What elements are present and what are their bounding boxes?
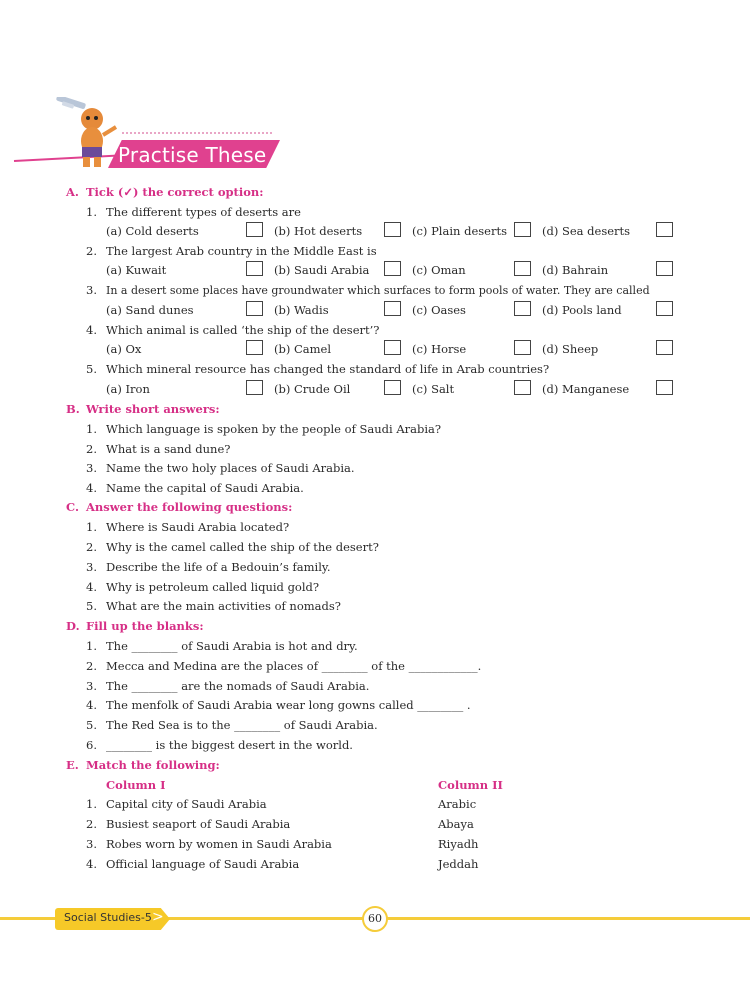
item-text: Where is Saudi Arabia located? — [106, 520, 290, 534]
section-letter: B. — [66, 402, 80, 416]
item-number: 3. — [86, 461, 97, 475]
row-number: 2. — [86, 817, 97, 831]
section-letter: E. — [66, 758, 79, 772]
question-text: The different types of deserts are — [106, 205, 301, 219]
option-a4-b: (b) Camel — [274, 342, 332, 356]
question-a5 — [86, 362, 549, 376]
option-a1-a: (a) Cold deserts — [106, 224, 199, 238]
checkbox-a3-a[interactable] — [246, 301, 263, 316]
option-a4-a: (a) Ox — [106, 342, 142, 356]
checkbox-a2-a[interactable] — [246, 261, 263, 276]
item-number: 2. — [86, 540, 97, 554]
item-text: Which language is spoken by the people of Saudi Arabia? — [106, 422, 442, 436]
match-right: Riyadh — [438, 837, 479, 851]
checkbox-a2-c[interactable] — [514, 261, 531, 276]
checkbox-a2-b[interactable] — [384, 261, 401, 276]
match-left: Robes worn by women in Saudi Arabia — [106, 837, 332, 851]
item-number: 2. — [86, 442, 97, 456]
match-left: Capital city of Saudi Arabia — [106, 797, 267, 811]
question-text: In a desert some places have groundwater which surfaces to form pools of water. They are called — [106, 284, 650, 297]
item-text: Name the two holy places of Saudi Arabia. — [106, 461, 355, 475]
option-a3-d: (d) Pools land — [542, 303, 622, 317]
item-number: 3. — [86, 679, 97, 693]
section-b-heading — [66, 402, 220, 416]
checkbox-a1-c[interactable] — [514, 222, 531, 237]
row-number: 4. — [86, 857, 97, 871]
question-number: 4. — [86, 323, 97, 337]
match-row — [86, 837, 332, 851]
match-right: Abaya — [438, 817, 474, 831]
option-a2-b: (b) Saudi Arabia — [274, 263, 370, 277]
list-item — [86, 639, 358, 653]
item-text: What are the main activities of nomads? — [106, 599, 341, 613]
list-item — [86, 481, 304, 495]
option-a5-b: (b) Crude Oil — [274, 382, 351, 396]
item-number: 4. — [86, 698, 97, 712]
list-item — [86, 580, 319, 594]
checkbox-a4-a[interactable] — [246, 340, 263, 355]
checkbox-a2-d[interactable] — [656, 261, 673, 276]
list-item — [86, 422, 441, 436]
list-item — [86, 698, 471, 712]
item-text: The menfolk of Saudi Arabia wear long gowns called ________ . — [106, 698, 471, 712]
option-a3-c: (c) Oases — [412, 303, 466, 317]
list-item — [86, 520, 289, 534]
item-text: Why is the camel called the ship of the desert? — [106, 540, 379, 554]
column-i-header: Column I — [106, 778, 166, 792]
option-a5-a: (a) Iron — [106, 382, 150, 396]
option-a2-a: (a) Kuwait — [106, 263, 167, 277]
question-text: Which animal is called ‘the ship of the desert’? — [106, 323, 380, 337]
checkbox-a1-a[interactable] — [246, 222, 263, 237]
item-number: 3. — [86, 560, 97, 574]
section-title: Write short answers: — [86, 402, 220, 416]
match-right: Jeddah — [438, 857, 479, 871]
option-a5-c: (c) Salt — [412, 382, 455, 396]
chevron-right-icon: > — [152, 909, 164, 925]
match-row — [86, 797, 267, 811]
list-item — [86, 659, 481, 673]
option-a1-d: (d) Sea deserts — [542, 224, 631, 238]
item-text: The ________ of Saudi Arabia is hot and dry. — [106, 639, 358, 653]
checkbox-a3-d[interactable] — [656, 301, 673, 316]
question-number: 5. — [86, 362, 97, 376]
question-number: 2. — [86, 244, 97, 258]
column-ii-header: Column II — [438, 778, 503, 792]
section-title: Tick (✓) the correct option: — [86, 185, 264, 199]
question-text: Which mineral resource has changed the standard of life in Arab countries? — [106, 362, 550, 376]
item-text: Name the capital of Saudi Arabia. — [106, 481, 304, 495]
list-item — [86, 560, 331, 574]
list-item — [86, 461, 355, 475]
option-a1-b: (b) Hot deserts — [274, 224, 363, 238]
checkbox-a1-b[interactable] — [384, 222, 401, 237]
section-letter: D. — [66, 619, 80, 633]
item-number: 5. — [86, 599, 97, 613]
match-row — [86, 857, 299, 871]
section-letter: A. — [66, 185, 79, 199]
question-text: The largest Arab country in the Middle East is — [106, 244, 377, 258]
list-item — [86, 679, 369, 693]
option-a4-d: (d) Sheep — [542, 342, 599, 356]
question-a4 — [86, 323, 379, 337]
match-left: Official language of Saudi Arabia — [106, 857, 300, 871]
option-a1-c: (c) Plain deserts — [412, 224, 507, 238]
checkbox-a5-b[interactable] — [384, 380, 401, 395]
checkbox-a3-b[interactable] — [384, 301, 401, 316]
list-item — [86, 540, 379, 554]
question-number: 1. — [86, 205, 97, 219]
section-a-heading — [66, 185, 264, 199]
match-row — [86, 817, 290, 831]
section-e-heading — [66, 758, 220, 772]
item-number: 1. — [86, 422, 97, 436]
checkbox-a1-d[interactable] — [656, 222, 673, 237]
list-item — [86, 738, 353, 752]
item-number: 5. — [86, 718, 97, 732]
option-a3-a: (a) Sand dunes — [106, 303, 194, 317]
banner-ornament — [122, 132, 272, 141]
item-text: Describe the life of a Bedouin’s family. — [106, 560, 331, 574]
section-title: Fill up the blanks: — [86, 619, 204, 633]
page-title: Practise These — [118, 143, 267, 167]
checkbox-a5-d[interactable] — [656, 380, 673, 395]
row-number: 3. — [86, 837, 97, 851]
question-a2 — [86, 244, 377, 258]
item-text: The Red Sea is to the ________ of Saudi Arabia. — [106, 718, 378, 732]
row-number: 1. — [86, 797, 97, 811]
item-text: ________ is the biggest desert in the world. — [106, 738, 353, 752]
checkbox-a4-c[interactable] — [514, 340, 531, 355]
list-item — [86, 442, 230, 456]
checkbox-a3-c[interactable] — [514, 301, 531, 316]
item-number: 1. — [86, 520, 97, 534]
option-a5-d: (d) Manganese — [542, 382, 630, 396]
item-text: What is a sand dune? — [106, 442, 231, 456]
item-number: 4. — [86, 481, 97, 495]
item-number: 6. — [86, 738, 97, 752]
item-text: The ________ are the nomads of Saudi Arabia. — [106, 679, 370, 693]
option-a4-c: (c) Horse — [412, 342, 467, 356]
section-title: Match the following: — [86, 758, 220, 772]
option-a3-b: (b) Wadis — [274, 303, 329, 317]
list-item — [86, 599, 341, 613]
question-number: 3. — [86, 283, 97, 297]
question-a3 — [86, 283, 650, 297]
question-a1 — [86, 205, 301, 219]
item-text: Why is petroleum called liquid gold? — [106, 580, 320, 594]
section-title: Answer the following questions: — [86, 500, 293, 514]
option-a2-d: (d) Bahrain — [542, 263, 609, 277]
item-number: 4. — [86, 580, 97, 594]
option-a2-c: (c) Oman — [412, 263, 466, 277]
match-left: Busiest seaport of Saudi Arabia — [106, 817, 291, 831]
checkbox-a5-a[interactable] — [246, 380, 263, 395]
section-letter: C. — [66, 500, 79, 514]
match-right: Arabic — [438, 797, 477, 811]
checkbox-a5-c[interactable] — [514, 380, 531, 395]
page-number: 60 — [362, 906, 388, 932]
item-number: 2. — [86, 659, 97, 673]
mascot-icon — [56, 97, 122, 167]
item-number: 1. — [86, 639, 97, 653]
checkbox-a4-d[interactable] — [656, 340, 673, 355]
book-title: Social Studies-5 — [64, 911, 152, 924]
list-item — [86, 718, 378, 732]
section-d-heading — [66, 619, 204, 633]
section-c-heading — [66, 500, 292, 514]
item-text: Mecca and Medina are the places of ________ of the ____________. — [106, 659, 482, 673]
checkbox-a4-b[interactable] — [384, 340, 401, 355]
